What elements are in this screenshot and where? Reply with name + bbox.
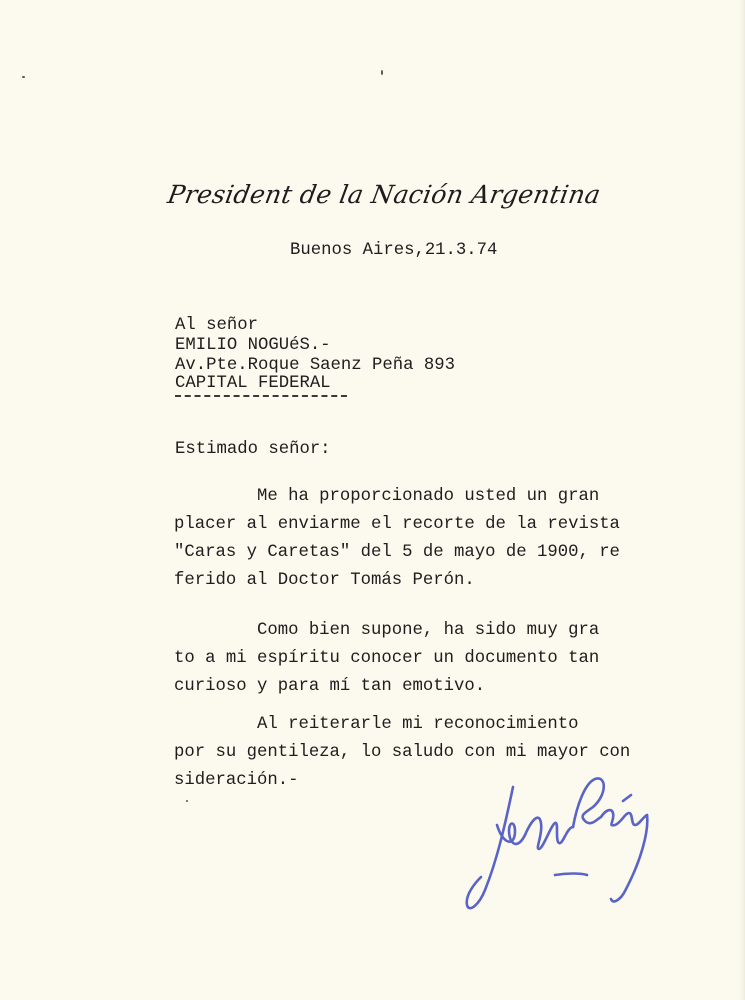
paragraph-3-line: Al reiterarle mi reconocimiento	[174, 715, 579, 734]
paragraph-2-line: Como bien supone, ha sido muy gra	[174, 621, 600, 640]
paragraph-3-line: sideración.-	[174, 771, 299, 790]
paragraph-3-line: por su gentileza, lo saludo con mi mayor con	[174, 743, 631, 762]
paragraph-1-line: placer al enviarme el recorte de la revista	[174, 515, 620, 534]
paragraph-1-line: ferido al Doctor Tomás Perón.	[174, 571, 475, 590]
paragraph-1-line: Me ha proporcionado usted un gran	[174, 487, 600, 506]
address-line-2: EMILIO NOGUéS.-	[175, 336, 331, 355]
address-underline	[175, 395, 347, 397]
letterhead: President de la Nación Argentina	[165, 180, 603, 209]
address-line-4: CAPITAL FEDERAL	[175, 374, 331, 393]
address-line-1: Al señor	[175, 316, 258, 335]
paragraph-2-line: curioso y para mí tan emotivo.	[174, 677, 486, 696]
paragraph-1	[174, 483, 620, 595]
paper-speck	[22, 76, 25, 78]
paragraph-1-line: "Caras y Caretas" del 5 de mayo de 1900, re	[174, 543, 620, 562]
salutation: Estimado señor:	[175, 440, 331, 459]
paragraph-2-line: to a mi espíritu conocer un documento tan	[174, 649, 600, 668]
handwritten-signature	[455, 765, 660, 925]
paragraph-2	[174, 617, 599, 701]
page-edge-shadow	[739, 0, 745, 1000]
date-line: Buenos Aires,21.3.74	[290, 241, 498, 260]
paper-speck	[381, 70, 383, 75]
paper-speck	[186, 800, 188, 802]
address-line-3: Av.Pte.Roque Saenz Peña 893	[175, 356, 456, 375]
